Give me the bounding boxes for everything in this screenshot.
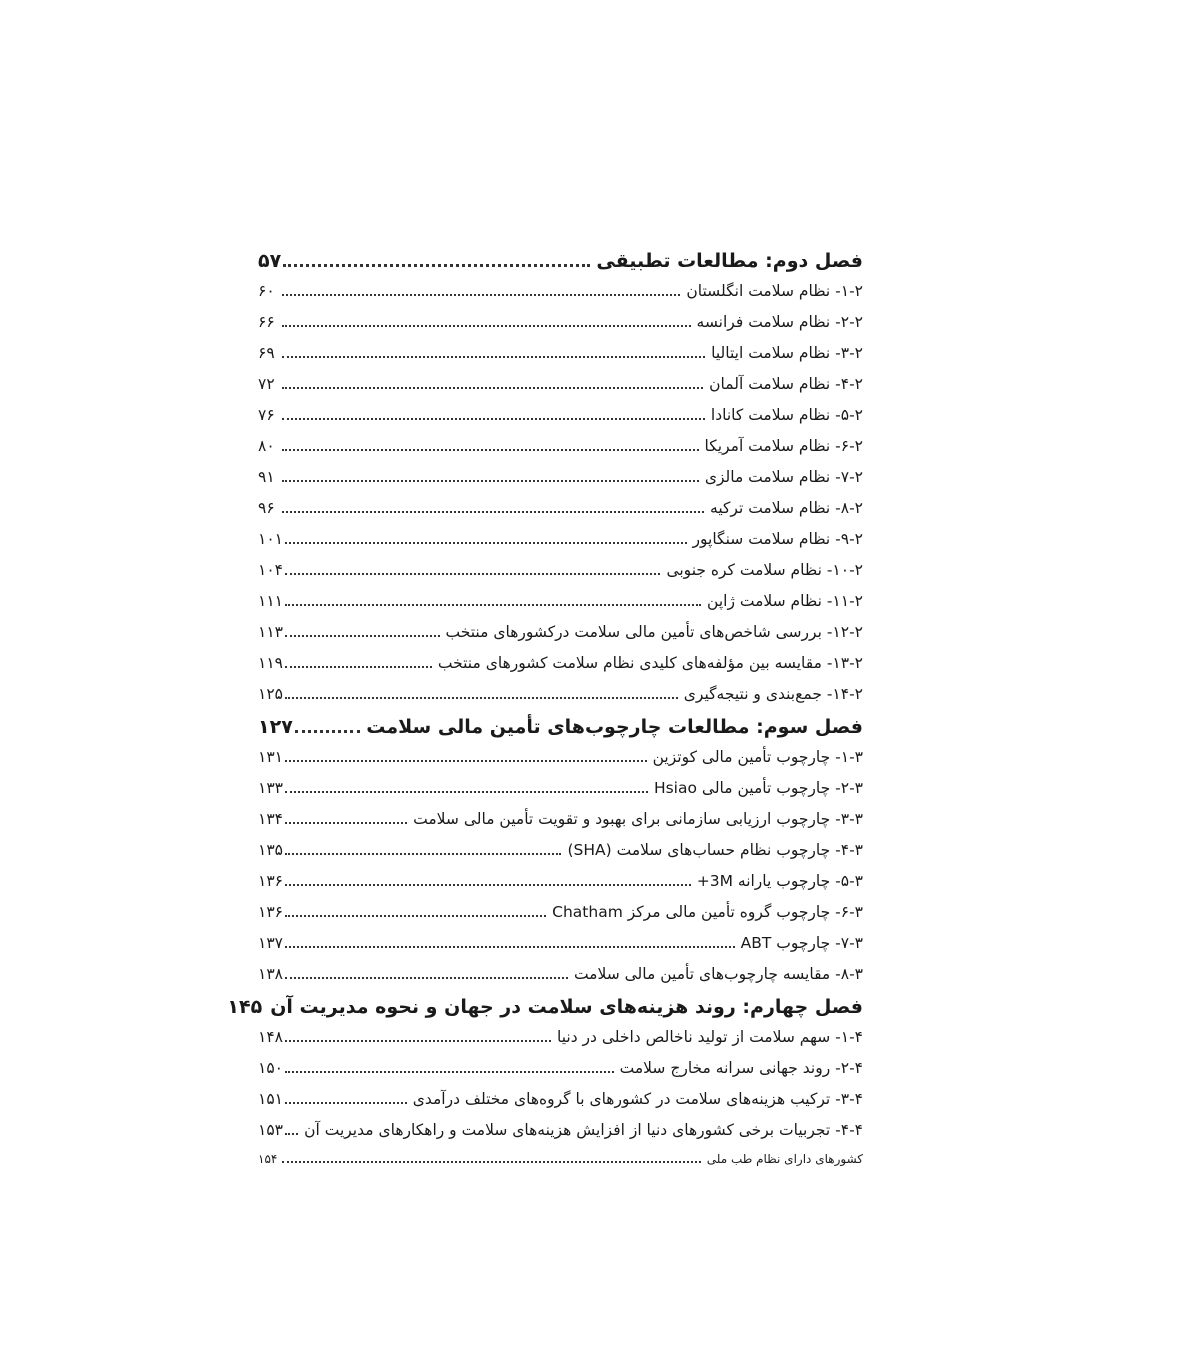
toc-entry-row — [258, 344, 863, 375]
toc-page-number: ۹۶ — [258, 499, 275, 517]
toc-entry-row — [258, 841, 863, 872]
toc-title: ۵-۲- نظام سلامت کانادا — [710, 406, 863, 424]
dot-leader — [282, 386, 703, 389]
toc-title: ۱۰-۲- نظام سلامت کره جنوبی — [666, 561, 863, 579]
dot-leader — [285, 883, 691, 886]
toc-title: ۸-۲- نظام سلامت ترکیه — [710, 499, 863, 517]
toc-entry-row — [258, 1059, 863, 1090]
toc-page-number: ۵۷ — [258, 250, 282, 272]
toc-entry-row — [258, 499, 863, 530]
dot-leader — [285, 634, 440, 637]
dot-leader — [285, 1132, 298, 1135]
toc-page-number: ۱۵۳ — [258, 1121, 283, 1139]
dot-leader — [285, 665, 432, 668]
toc-entry-row — [258, 810, 863, 841]
dot-leader — [282, 479, 699, 482]
toc-page-number: ۱۴۸ — [258, 1028, 283, 1046]
toc-entry-row — [258, 375, 863, 406]
toc-title: ۶-۲- نظام سلامت آمریکا — [704, 437, 863, 455]
toc-chapter-row — [258, 716, 863, 748]
dot-leader — [285, 852, 561, 855]
toc-page-number: ۱۲۷ — [258, 716, 293, 738]
dot-leader — [282, 355, 705, 358]
dot-leader — [285, 945, 735, 948]
toc-page-number: ۸۰ — [258, 437, 275, 455]
toc-entry-row — [258, 685, 863, 716]
toc-entry-row — [258, 872, 863, 903]
toc-page-number: ۶۰ — [258, 282, 275, 300]
toc-page-number: ۱۰۱ — [258, 530, 283, 548]
dot-leader — [283, 263, 590, 267]
toc-entry-row — [258, 1121, 863, 1152]
toc-entry-row — [258, 468, 863, 499]
toc-entry-row — [258, 1152, 863, 1176]
toc-title: ۶-۳- چارچوب گروه تأمین مالی مرکز Chatham — [552, 903, 863, 921]
toc-page-number: ۱۳۷ — [258, 934, 283, 952]
toc-entry-row — [258, 530, 863, 561]
toc-page-number: ۱۳۳ — [258, 779, 283, 797]
dot-leader — [285, 1101, 407, 1104]
toc-entry-row — [258, 592, 863, 623]
toc-entry-row — [258, 1028, 863, 1059]
toc-page-number: ۱۳۵ — [258, 841, 283, 859]
dot-leader — [295, 729, 360, 733]
toc-page-number: ۱۵۱ — [258, 1090, 283, 1108]
toc-entry-row — [258, 1090, 863, 1121]
toc-entry-row — [258, 748, 863, 779]
toc-title: ۳-۴- ترکیب هزینه‌های سلامت در کشورهای با گروه‌های مختلف درآمدی — [412, 1090, 863, 1108]
dot-leader — [285, 1039, 551, 1042]
toc-chapter-row — [258, 250, 863, 282]
toc-page-number: ۱۱۳ — [258, 623, 283, 641]
toc-title: ۷-۲- نظام سلامت مالزی — [704, 468, 863, 486]
dot-leader — [282, 510, 704, 513]
toc-page-number: ۱۳۱ — [258, 748, 283, 766]
toc-title: ۴-۳- چارچوب نظام حساب‌های سلامت (SHA) — [567, 841, 863, 859]
dot-leader — [282, 1160, 701, 1163]
toc-page-number: ۱۳۶ — [258, 872, 283, 890]
toc-entry-row — [258, 623, 863, 654]
dot-leader — [285, 821, 407, 824]
toc-title: ۱۳-۲- مقایسه بین مؤلفه‌های کلیدی نظام سلامت کشورهای منتخب — [437, 654, 863, 672]
toc-title: ۸-۳- مقایسه چارچوب‌های تأمین مالی سلامت — [573, 965, 863, 983]
toc-page-number: ۶۹ — [258, 344, 275, 362]
toc-entry-row — [258, 779, 863, 810]
toc-title: فصل دوم: مطالعات تطبیقی — [596, 250, 863, 272]
toc-title: ۱۴-۲- جمع‌بندی و نتیجه‌گیری — [683, 685, 863, 703]
toc-entry-row — [258, 406, 863, 437]
toc-entry-row — [258, 282, 863, 313]
toc-title: ۳-۲- نظام سلامت ایتالیا — [711, 344, 863, 362]
dot-leader — [285, 603, 701, 606]
toc-page-number: ۱۱۹ — [258, 654, 283, 672]
toc-entry-row — [258, 654, 863, 685]
toc-page-number: ۱۳۸ — [258, 965, 283, 983]
toc-title: ۲-۲- نظام سلامت فرانسه — [696, 313, 863, 331]
toc-page-number: ۱۰۴ — [258, 561, 283, 579]
toc-chapter-row — [227, 996, 863, 1028]
toc-title: ۱-۴- سهم سلامت از تولید ناخالص داخلی در دنیا — [556, 1028, 863, 1046]
dot-leader — [285, 914, 546, 917]
dot-leader — [285, 759, 647, 762]
toc-title: فصل سوم: مطالعات چارچوب‌های تأمین مالی سلامت — [366, 716, 863, 738]
dot-leader — [285, 541, 687, 544]
toc-title: کشورهای دارای نظام طب ملی — [706, 1152, 863, 1166]
toc-page-number: ۱۵۰ — [258, 1059, 283, 1077]
toc-title: ۱۱-۲- نظام سلامت ژاپن — [707, 592, 863, 610]
toc-page-number: ۱۴۵ — [227, 996, 263, 1018]
toc-title: ۴-۲- نظام سلامت آلمان — [709, 375, 863, 393]
dot-leader — [282, 417, 705, 420]
toc-page-number: ۱۵۴ — [258, 1152, 278, 1166]
toc-page-number: ۷۲ — [258, 375, 275, 393]
table-of-contents — [227, 250, 863, 1176]
dot-leader — [285, 1070, 614, 1073]
toc-page-number: ۹۱ — [258, 468, 275, 486]
toc-title: ۵-۳- چارچوب یارانه 3M+ — [696, 872, 863, 890]
dot-leader — [282, 293, 680, 296]
toc-title: ۴-۴- تجربیات برخی کشورهای دنیا از افزایش هزینه‌های سلامت و راهکارهای مدیریت آن — [304, 1121, 863, 1139]
dot-leader — [285, 976, 568, 979]
toc-entry-row — [258, 313, 863, 344]
toc-title: ۷-۳- چارچوب ABT — [740, 934, 863, 952]
toc-title: ۱-۲- نظام سلامت انگلستان — [686, 282, 863, 300]
toc-page-number: ۱۲۵ — [258, 685, 283, 703]
toc-title: ۱۲-۲- بررسی شاخص‌های تأمین مالی سلامت درکشورهای منتخب — [445, 623, 863, 641]
dot-leader — [285, 790, 648, 793]
toc-title: ۲-۴- روند جهانی سرانه مخارج سلامت — [619, 1059, 863, 1077]
dot-leader — [282, 324, 691, 327]
toc-page-number: ۱۳۴ — [258, 810, 283, 828]
toc-title: ۱-۳- چارچوب تأمین مالی کوتزین — [652, 748, 863, 766]
toc-entry-row — [258, 934, 863, 965]
toc-title: ۲-۳- چارچوب تأمین مالی Hsiao — [653, 779, 863, 797]
toc-page-number: ۶۶ — [258, 313, 275, 331]
toc-title: فصل چهارم: روند هزینه‌های سلامت در جهان و نحوه مدیریت آن — [270, 996, 863, 1018]
dot-leader — [285, 696, 678, 699]
toc-entry-row — [258, 437, 863, 468]
toc-page-number: ۱۱۱ — [258, 592, 283, 610]
toc-page-number: ۷۶ — [258, 406, 275, 424]
toc-title: ۹-۲- نظام سلامت سنگاپور — [692, 530, 863, 548]
dot-leader — [282, 448, 699, 451]
toc-entry-row — [258, 965, 863, 996]
toc-entry-row — [258, 903, 863, 934]
toc-title: ۳-۳- چارچوب ارزیابی سازمانی برای بهبود و تقویت تأمین مالی سلامت — [413, 810, 863, 828]
toc-entry-row — [258, 561, 863, 592]
toc-page-number: ۱۳۶ — [258, 903, 283, 921]
dot-leader — [285, 572, 660, 575]
